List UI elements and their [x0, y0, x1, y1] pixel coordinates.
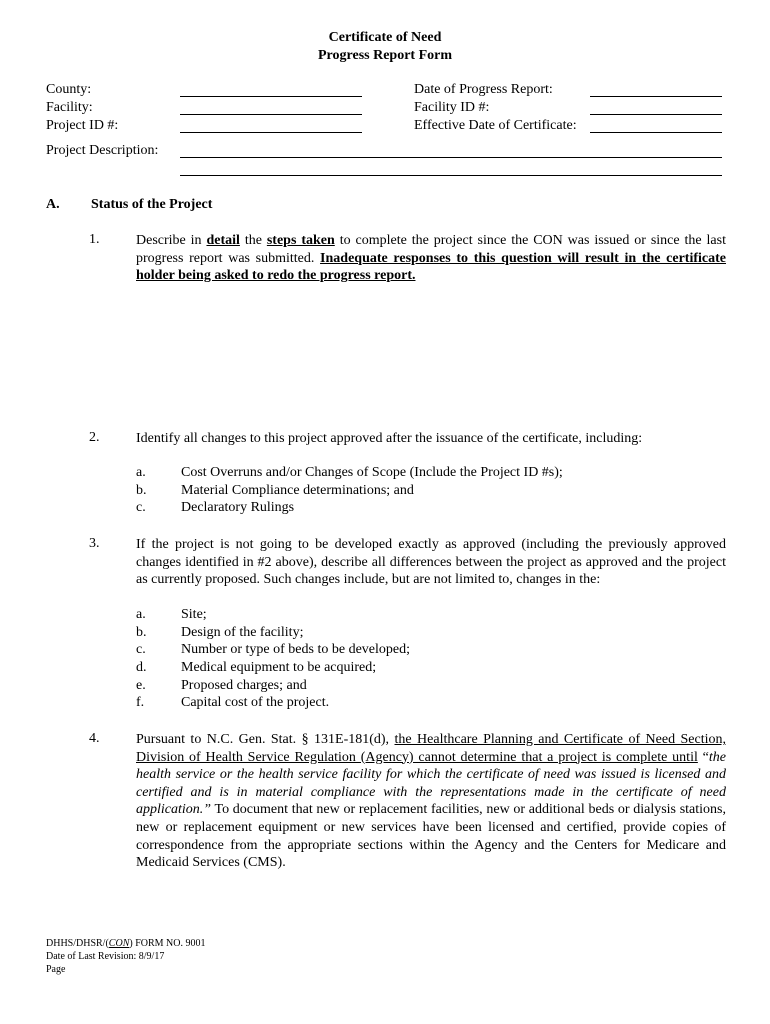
- q1-text-part: Describe in: [136, 233, 207, 248]
- q3-item-text: Site;: [181, 607, 207, 622]
- q2-item-letter: a.: [136, 465, 146, 480]
- date-of-progress-report-field-line[interactable]: [590, 96, 722, 97]
- revision-date: Date of Last Revision: 8/9/17: [46, 951, 165, 962]
- project-description-line-1[interactable]: [180, 157, 722, 158]
- question-1-number: 1.: [89, 232, 100, 247]
- question-4-text: [136, 731, 726, 872]
- question-3-text: If the project is not going to be developed exactly as approved (including the previously approved changes identified in #2 above), describe all differences between the project as approved and the project as currently proposed. Such changes include, but are not limited to, changes in the:: [136, 537, 726, 588]
- form-subtitle: Progress Report Form: [318, 48, 452, 63]
- q3-item-text: Number or type of beds to be developed;: [181, 642, 410, 657]
- q2-item-text: Material Compliance determinations; and: [181, 483, 414, 498]
- q1-text-part: to complete the project since the CON was issued or since the last progress report was submitted.: [136, 233, 726, 266]
- q4-statute-text: Pursuant to N.C. Gen. Stat. § 131E-181(d),: [136, 732, 395, 747]
- page-label: Page: [46, 964, 66, 975]
- form-number-suffix: ) FORM NO. 9001: [129, 938, 206, 949]
- q1-steps-taken-emphasis: steps taken: [266, 233, 335, 248]
- q3-item-text: Medical equipment to be acquired;: [181, 660, 377, 675]
- q2-item-letter: c.: [136, 500, 146, 515]
- question-2-number: 2.: [89, 430, 100, 445]
- q3-item-letter: e.: [136, 678, 146, 693]
- project-id-field-line[interactable]: [180, 132, 362, 133]
- q3-item-letter: c.: [136, 642, 146, 657]
- question-2-text: Identify all changes to this project approved after the issuance of the certificate, including:: [136, 431, 643, 446]
- section-a-letter: A.: [46, 197, 60, 212]
- q3-item-text: Proposed charges; and: [181, 678, 307, 693]
- facility-id-field-line[interactable]: [590, 114, 722, 115]
- effective-date-label: Effective Date of Certificate:: [414, 118, 577, 133]
- q3-item-letter: d.: [136, 660, 147, 675]
- form-title: Certificate of Need: [328, 30, 442, 45]
- project-id-label: Project ID #:: [46, 118, 119, 133]
- question-1-text: [136, 232, 726, 285]
- q1-warning: Inadequate responses to this question will result in the certificate holder being asked to redo the progress report.: [136, 250, 727, 284]
- form-number: [46, 938, 205, 949]
- form-number-con: CON: [108, 938, 130, 949]
- facility-id-label: Facility ID #:: [414, 100, 490, 115]
- date-of-progress-report-label: Date of Progress Report:: [414, 82, 553, 97]
- q1-detail-emphasis: detail: [206, 233, 240, 248]
- q3-item-text: Capital cost of the project.: [181, 695, 330, 710]
- q3-item-letter: f.: [136, 695, 145, 710]
- q2-item-letter: b.: [136, 483, 147, 498]
- q4-underlined-text: the Healthcare Planning and Certificate of Need Section, Division of Health Service Regulation (Agency) cannot determine that a project is complete until: [136, 732, 726, 765]
- project-description-label: Project Description:: [46, 143, 159, 158]
- q3-item-letter: a.: [136, 607, 146, 622]
- q2-item-text: Declaratory Rulings: [181, 500, 295, 515]
- question-4-number: 4.: [89, 731, 100, 746]
- q4-quoted-statute: the health service or the health service facility for which the certificate of need was issued is licensed and certified and is in material compliance with the representations made in the certificate of need application.”: [136, 749, 727, 818]
- q4-open-quote: “: [697, 749, 709, 765]
- q1-text-part: the: [239, 233, 267, 248]
- county-label: County:: [46, 82, 92, 97]
- q3-item-letter: b.: [136, 625, 147, 640]
- facility-field-line[interactable]: [180, 114, 362, 115]
- q3-item-text: Design of the facility;: [181, 625, 304, 640]
- facility-label: Facility:: [46, 100, 93, 115]
- project-description-line-2[interactable]: [180, 175, 722, 176]
- q4-instruction-text: To document that new or replacement facilities, new or additional beds or dialysis stations, new or replacement equipment or new services have been licensed and certified, provide copies of correspondence from the appropriate sections within the Agency and the Centers for Medicare and Medicaid Services (CMS).: [136, 802, 726, 871]
- section-a-title: Status of the Project: [91, 197, 213, 212]
- q2-item-text: Cost Overruns and/or Changes of Scope (Include the Project ID #s);: [181, 465, 563, 480]
- form-number-prefix: DHHS/DHSR/(: [46, 938, 109, 949]
- effective-date-field-line[interactable]: [590, 132, 722, 133]
- question-3-number: 3.: [89, 536, 100, 551]
- county-field-line[interactable]: [180, 96, 362, 97]
